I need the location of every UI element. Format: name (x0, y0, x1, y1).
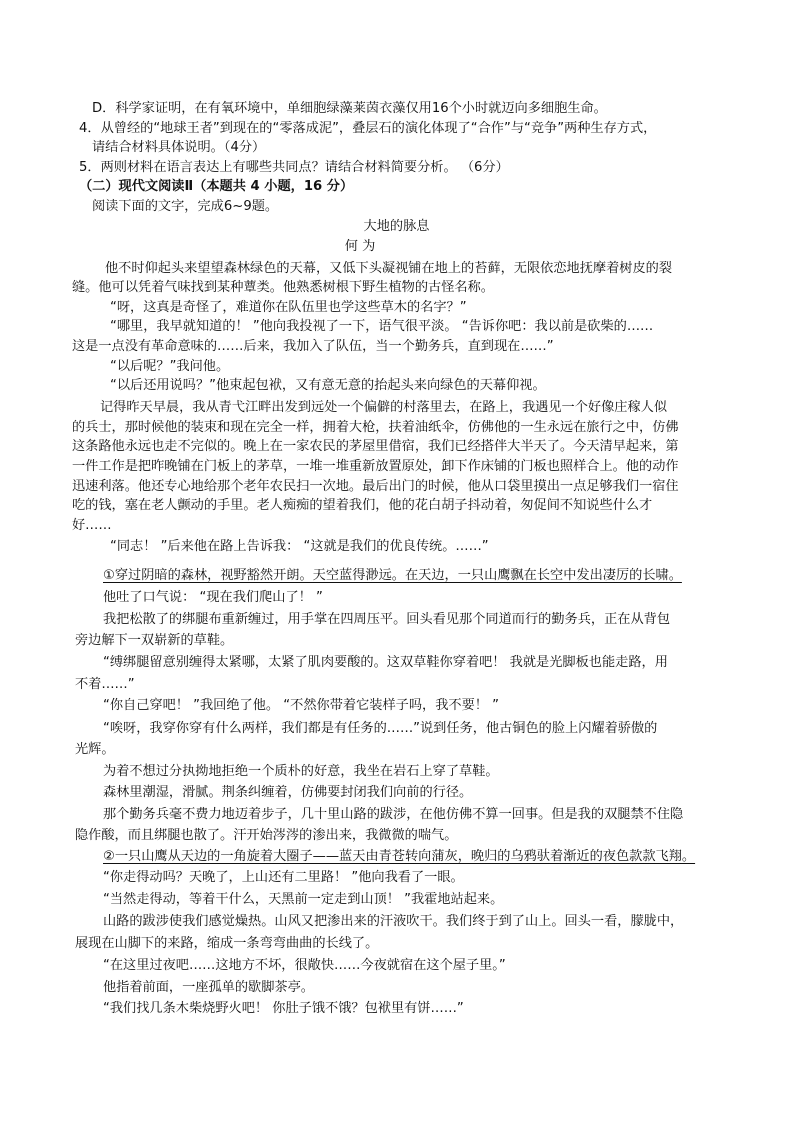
article-line: “你自己穿吧！ ”我回绝了他。 “不然你带着它装样子吗，我不要！ ” (103, 698, 499, 713)
article-line: “在这里过夜吧……这地方不坏，很敞快……今夜就宿在这个屋子里。” (103, 958, 506, 973)
article-title: 大地的脉息 (363, 219, 430, 234)
article-line: 缝。他可以凭着气味找到某种蕈类。他熟悉树根下野生植物的古怪名称。 (72, 280, 494, 295)
article-line: 迅速利落。他还专心地给那个老年农民扫一次地。最后出门的时候，他从口袋里摸出一点足够我们一宿住 (72, 479, 679, 494)
article-line: 旁边解下一双崭新的草鞋。 (75, 633, 234, 648)
section-heading: （二）现代文阅读Ⅱ（本题共 4 小题，16 分） (79, 179, 354, 194)
article-line: 我把松散了的绑腿布重新缠过，用手掌在四周压平。回头看见那个同道而行的勤务兵，正在从背包 (103, 612, 671, 627)
article-line: 这是一点没有革命意味的……后来，我加入了队伍，当一个勤务兵，直到现在……” (72, 339, 554, 354)
underlined-sentence-1: ①穿过阴暗的森林，视野豁然开朗。天空蓝得渺远。在天边，一只山鹰飘在长空中发出凄厉的长啸。 (103, 568, 682, 583)
article-line: 隐作酸，而且绑腿也散了。汗开始涔涔的渗出来，我微微的喘气。 (75, 828, 458, 843)
article-line: “呀，这真是奇怪了，难道你在队伍里也学这些草木的名字？” (110, 300, 467, 315)
article-line: “以后呢？”我问他。 (110, 359, 230, 374)
question-4-line-2: 请结合材料具体说明。（4分） (92, 140, 266, 155)
article-line: “同志！ ”后来他在路上告诉我： “这就是我们的优良传统。……” (110, 539, 489, 554)
question-4-line-1: 4．从曾经的“地球王者”到现在的“零落成泥”，叠层石的演化体现了“合作”与“竞争”两种生存方式， (79, 121, 657, 136)
article-line: 不着……” (75, 677, 135, 692)
article-author: 何 为 (344, 239, 376, 254)
article-line: 的兵士，那时候他的装束和现在完全一样，拥着大枪，扶着油纸伞，仿佛他的一生永远在旅行之中，仿佛 (72, 420, 679, 435)
article-line: 山路的跋涉使我们感觉燥热。山风又把渗出来的汗液吹干。我们终于到了山上。回头一看，朦胧中， (103, 914, 684, 929)
article-line: 那个勤务兵毫不费力地迈着步子，几十里山路的跋涉，在他仿佛不算一回事。但是我的双腿禁不住隐 (103, 807, 684, 822)
article-line: 这条路他永远也走不完似的。晚上在一家农民的茅屋里借宿，我们已经搭伴大半天了。今天清早起来，第 (72, 439, 679, 454)
article-line: 他不时仰起头来望望森林绿色的天幕，又低下头凝视铺在地上的苔藓，无限依恋地抚摩着树皮的裂 (105, 261, 673, 276)
article-line: “你走得动吗？天晚了，上山还有二里路！ ”他向我看了一眼。 (103, 870, 464, 885)
article-line: “哪里，我早就知道的！ ”他向我投视了一下，语气很平淡。 “告诉你吧：我以前是砍柴的…… (110, 319, 654, 334)
article-line: “唉呀，我穿你穿有什么两样，我们都是有任务的……”说到任务，他古铜色的脸上闪耀着骄傲的 (103, 721, 658, 736)
option-d: D．科学家证明，在有氧环境中，单细胞绿藻莱茵衣藻仅用16个小时就迈向多细胞生命。 (92, 101, 607, 116)
article-line: 好…… (72, 518, 112, 533)
article-line: 森林里潮湿，滑腻。荆条纠缠着，仿佛要封闭我们向前的行径。 (103, 785, 473, 800)
article-line: “以后还用说吗？”他束起包袱，又有意无意的抬起头来向绿色的天幕仰视。 (110, 378, 546, 393)
question-5: 5．两则材料在语言表达上有哪些共同点？请结合材料简要分析。 （6分） (79, 160, 509, 175)
article-line: 一件工作是把昨晚铺在门板上的茅草，一堆一堆重新放置原处，卸下作床铺的门板也照样合上。他的动作 (72, 459, 679, 474)
article-line: “当然走得动，等着干什么，天黑前一定走到山顶！ ”我霍地站起来。 (103, 892, 504, 907)
article-line: 他指着前面，一座孤单的歇脚茶亭。 (103, 980, 314, 995)
article-line: 吃的钱，塞在老人颤动的手里。老人痴痴的望着我们，他的花白胡子抖动着，匆促间不知说些什么才 (72, 498, 653, 513)
article-line: 光辉。 (75, 742, 115, 757)
article-line: 记得昨天早晨，我从青弋江畔出发到远处一个偏僻的村落里去，在路上，我遇见一个好像庄稼人似 (100, 400, 668, 415)
article-line: “我们找几条木柴烧野火吧！ 你肚子饿不饿？包袱里有饼……” (103, 1001, 464, 1016)
article-line: 他吐了口气说： “现在我们爬山了！ ” (103, 590, 323, 605)
article-line: 为着不想过分执拗地拒绝一个质朴的好意，我坐在岩石上穿了草鞋。 (103, 764, 499, 779)
section-instruction: 阅读下面的文字，完成6~9题。 (92, 199, 279, 214)
underlined-sentence-2: ②一只山鹰从天边的一角旋着大圈子——蓝天由青苍转向蒲灰，晚归的乌鸦驮着渐近的夜色款款飞翔。 (103, 849, 696, 864)
article-line: “缚绑腿留意别缠得太紧哪，太紧了肌肉要酸的。这双草鞋你穿着吧！ 我就是光脚板也能走路，用 (103, 655, 668, 670)
article-line: 展现在山脚下的来路，缩成一条弯弯曲曲的长线了。 (75, 936, 379, 951)
